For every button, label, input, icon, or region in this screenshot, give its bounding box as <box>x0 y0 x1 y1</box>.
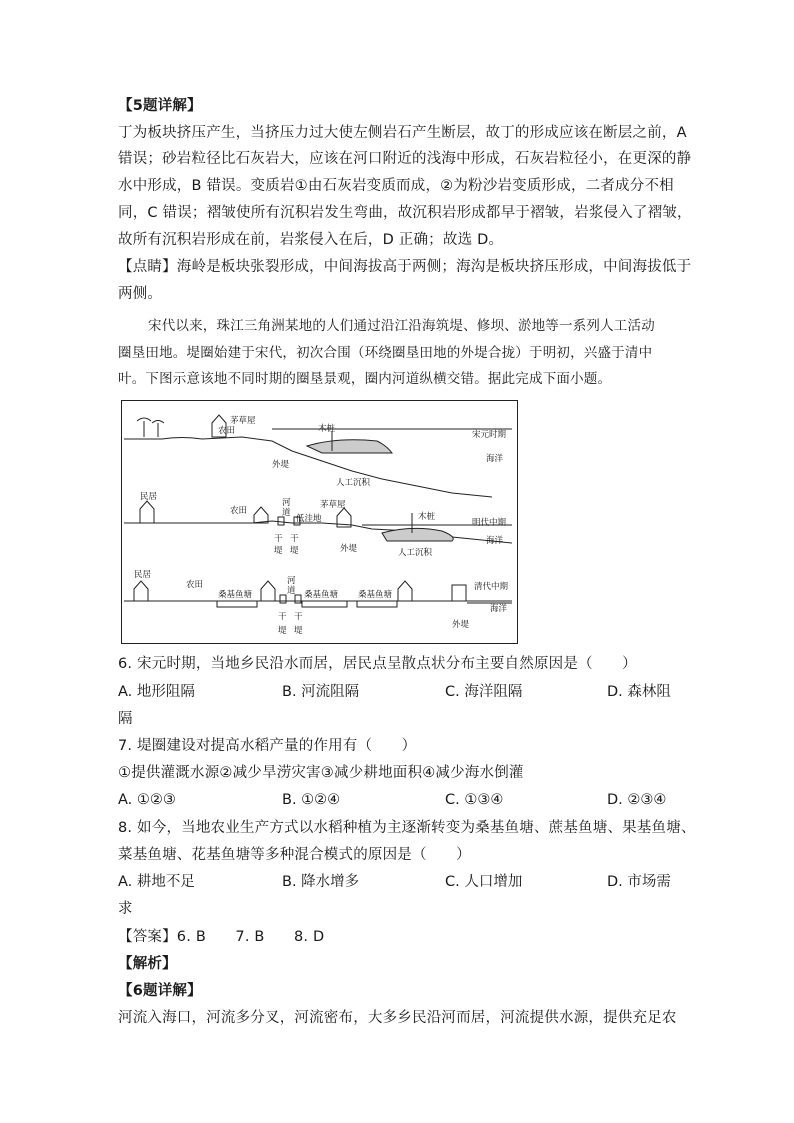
row3-pond-label: 桑基鱼塘 <box>358 590 393 600</box>
row2-period-label: 明代中期 <box>472 518 507 528</box>
row2-ground <box>124 521 512 543</box>
q8-option-d-wrap: 求 <box>118 901 133 917</box>
q6-option-b[interactable]: B. 河流阻隔 <box>282 684 360 700</box>
row2-dike-label: 干 <box>274 534 283 544</box>
row3-river-label: 道 <box>287 586 296 596</box>
row2-dike <box>278 517 284 525</box>
q8-option-a[interactable]: A. 耕地不足 <box>118 874 195 890</box>
q8-option-b[interactable]: B. 降水增多 <box>282 874 360 890</box>
row2-river-label: 河 <box>282 498 291 508</box>
row3-pond-label: 桑基鱼塘 <box>304 590 339 600</box>
row2-lowland-label: 低洼地 <box>296 514 322 524</box>
row3-pond-label: 桑基鱼塘 <box>218 590 253 600</box>
row2-levee-label: 外堤 <box>340 544 358 554</box>
question-7-stem: 7. 堤圈建设对提高水稻产量的作用有（ ） <box>118 738 417 754</box>
row3-dike-label: 干 <box>278 612 287 622</box>
reclamation-figure <box>121 400 518 644</box>
q7-option-b[interactable]: B. ①②④ <box>282 792 341 808</box>
row1-hut-label: 茅草屋 <box>230 416 256 426</box>
row3-levee-label: 外堤 <box>452 620 470 630</box>
row3-pond <box>302 601 347 607</box>
row2-dike-label: 干 <box>290 534 299 544</box>
row2-hut-label: 茅草屋 <box>320 500 346 510</box>
question-7-statements: ①提供灌溉水源②减少旱涝灾害③减少耕地面积④减少海水倒灌 <box>118 765 524 781</box>
row3-field-label: 农田 <box>186 580 204 590</box>
section5-line: 错误；砂岩粒径比石灰岩大，应该在河口附近的浅海中形成，石灰岩粒径小，在更深的静 <box>118 151 692 167</box>
row1-levee-label: 外堤 <box>272 460 290 470</box>
reclamation-diagram <box>122 401 517 643</box>
material-line: 宋代以来，珠江三角洲某地的人们通过沿江沿海筑堤、修坝、淤地等一系列人工活动 <box>148 318 655 334</box>
row2-sediment-label: 人工沉积 <box>398 548 433 558</box>
section6-line: 河流入海口，河流多分叉，河流密布，大多乡民沿河而居，河流提供水源，提供充足农 <box>118 1010 677 1026</box>
tip-line: 两侧。 <box>118 286 163 302</box>
row3-dike-label: 堤 <box>294 626 303 636</box>
row1-period-label: 宋元时期 <box>472 430 507 440</box>
section5-header: 【5题详解】 <box>118 98 202 114</box>
row3-pond <box>217 601 257 607</box>
row2-house <box>254 507 268 523</box>
row2-pile-label: 木桩 <box>418 512 436 522</box>
row2-dike-label: 堤 <box>290 546 299 556</box>
row3-dike <box>295 595 301 603</box>
q7-option-d[interactable]: D. ②③④ <box>607 792 667 808</box>
row2-dike-label: 堤 <box>274 546 283 556</box>
row3-river-label: 河 <box>287 576 296 586</box>
row3-period-label: 清代中期 <box>474 582 509 592</box>
row3-dike-label: 堤 <box>278 626 287 636</box>
section5-line: 同，C 错误；褶皱使所有沉积岩发生弯曲，故沉积岩形成都早于褶皱，岩浆侵入了褶皱， <box>118 205 692 221</box>
q7-option-c[interactable]: C. ①③④ <box>445 792 504 808</box>
row2-house-label: 民居 <box>140 492 158 502</box>
row1-pile-label: 木桩 <box>318 424 336 434</box>
row2-river-label: 道 <box>282 508 291 518</box>
row1-tree <box>152 421 164 438</box>
tip-line: 【点睛】海岭是板块张裂形成，中间海拔高于两侧；海沟是板块挤压形成，中间海拔低于 <box>118 259 692 275</box>
row3-levee <box>452 585 466 601</box>
row3-sea-label: 海洋 <box>490 604 508 614</box>
row1-field-label: 农田 <box>218 426 236 436</box>
q6-option-a[interactable]: A. 地形阻隔 <box>118 684 195 700</box>
section5-line: 水中形成，B 错误。变质岩①由石灰岩变质而成，②为粉沙岩变质形成，二者成分不相 <box>118 178 674 194</box>
q7-option-a[interactable]: A. ①②③ <box>118 792 176 808</box>
row1-sediment-label: 人工沉积 <box>336 478 371 488</box>
row2-sediment <box>382 528 453 541</box>
question-8-stem: 8. 如今，当地农业生产方式以水稻种植为主逐渐转变为桑基鱼塘、蔗基鱼塘、果基鱼塘、 <box>118 820 696 836</box>
q8-option-d[interactable]: D. 市场需 <box>607 874 671 890</box>
row3-dike <box>280 595 286 603</box>
section6-header: 【6题详解】 <box>118 983 202 999</box>
row3-pond <box>357 601 397 607</box>
analysis-header: 【解析】 <box>118 956 177 972</box>
row1-sediment <box>307 440 392 453</box>
question-8-stem: 菜基鱼塘、花基鱼塘等多种混合模式的原因是（ ） <box>118 847 471 863</box>
question-6-stem: 6. 宋元时期，当地乡民沿水而居，居民点呈散点状分布主要自然原因是（ ） <box>118 656 637 672</box>
section5-line: 丁为板块挤压产生，当挤压力过大使左侧岩石产生断层，故丁的形成应该在断层之前，A <box>118 125 687 141</box>
row3-house <box>398 581 412 601</box>
row3-house-label: 民居 <box>134 570 152 580</box>
row1-tree <box>137 418 151 437</box>
row2-field-label: 农田 <box>230 506 248 516</box>
q6-option-c[interactable]: C. 海洋阻隔 <box>445 684 523 700</box>
answer-line: 【答案】6. B 7. B 8. D <box>118 929 325 945</box>
section5-line: 故所有沉积岩形成在前，岩浆侵入在后，D 正确；故选 D。 <box>118 232 504 248</box>
row3-house <box>134 581 148 601</box>
row3-dike-label: 干 <box>294 612 303 622</box>
row2-house <box>140 501 154 523</box>
q6-option-d-wrap: 隔 <box>118 711 133 727</box>
row3-house <box>261 581 275 601</box>
row2-sea-label: 海洋 <box>486 536 504 546</box>
q6-option-d[interactable]: D. 森林阻 <box>607 684 671 700</box>
q8-option-c[interactable]: C. 人口增加 <box>445 874 523 890</box>
material-line: 叶。下图示意该地不同时期的圈垦景观，圈内河道纵横交错。据此完成下面小题。 <box>118 371 612 387</box>
row1-sea-label: 海洋 <box>486 454 504 464</box>
material-line: 圈垦田地。堤圈始建于宋代，初次合围（环绕圈垦田地的外堤合拢）于明初，兴盛于清中 <box>118 345 653 361</box>
